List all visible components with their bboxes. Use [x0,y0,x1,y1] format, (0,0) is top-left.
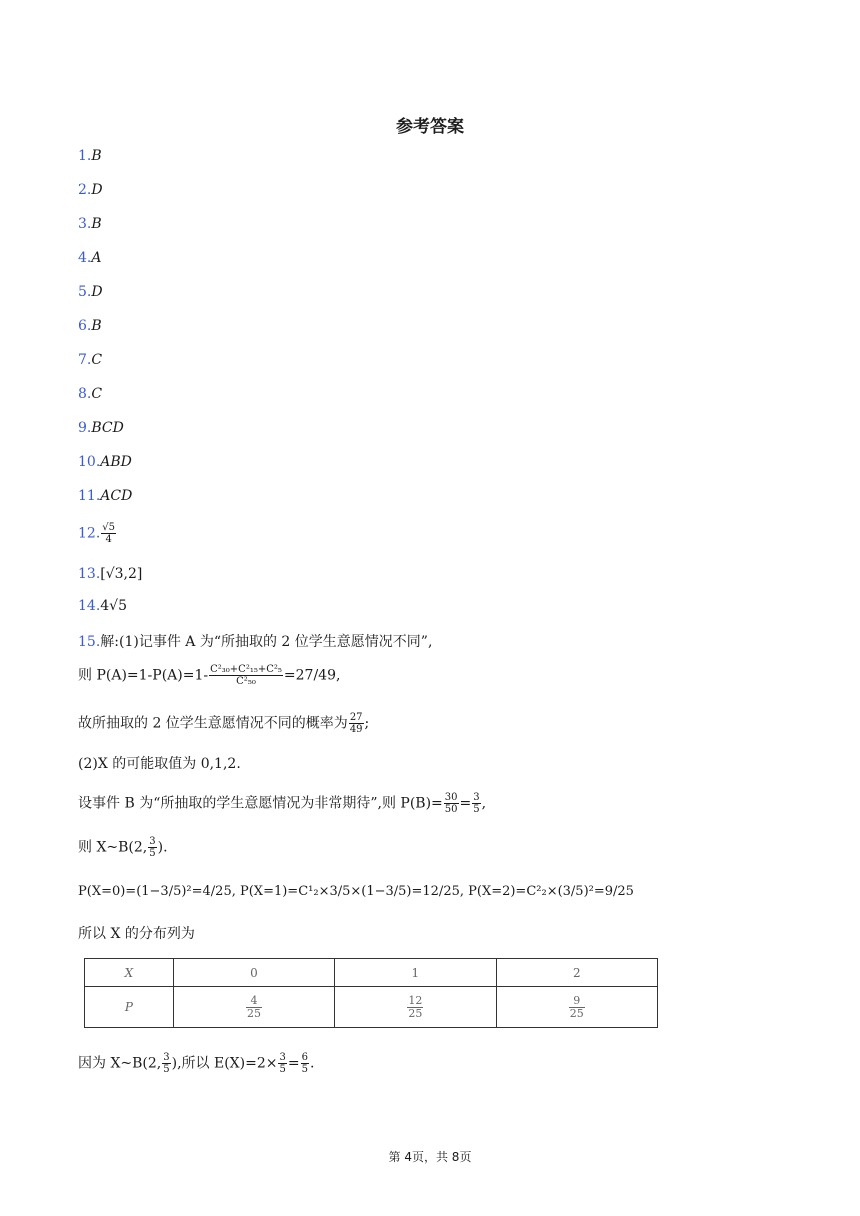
answer-item: 5.D [78,284,103,300]
fraction: $\frac{\text{C²₃₀+C²₁₅+C²₅}}{\text{C²₅₀}}$ [210,664,282,687]
answer-item: 2.D [78,182,103,198]
solution-line-3: 故所抽取的 2 位学生意愿情况不同的概率为 $\frac{27}{49}$ ; [78,712,370,735]
fraction: $\frac{30}{50}$ [444,792,458,815]
fraction: $\frac{6}{5}$ [301,1052,308,1075]
answer-item: 11.ACD [78,488,133,504]
answer-item: 1.B [78,148,102,164]
fraction: $\frac{3}{5}$ [163,1052,170,1075]
answer-item: 9.BCD [78,420,124,436]
answer-item: 10.ABD [78,454,132,470]
table-cell: 1 [335,959,496,987]
answer-13: 13.[√3,2] [78,566,143,582]
fraction: $\frac{3}{5}$ [473,792,480,815]
answer-item: 6.B [78,318,102,334]
solution-line-6: 则 X~B(2, $\frac{3}{5}$ ). [78,836,168,859]
page-footer: 第 4页，共 8页 [388,1150,472,1164]
distribution-table [84,958,658,1028]
solution-line-1: 15.解:(1)记事件 A 为“所抽取的 2 位学生意愿情况不同”, [78,634,433,650]
answer-item: 8.C [78,386,103,402]
table-cell: P [85,987,174,1028]
solution-line-9: 因为 X~B(2, $\frac{3}{5}$ ),所以 E(X)=2× $\frac{3}{5}$ = $\frac{6}{5}$ . [78,1052,315,1075]
answer-item: 4.A [78,250,102,266]
table-row [85,987,658,1028]
fraction: $\frac{3}{5}$ [149,836,156,859]
solution-line-7: P(X=0)=(1−3/5)²=4/25, P(X=1)=C¹₂×3/5×(1−3/5)=12/25, P(X=2)=C²₂×(3/5)²=9/25 [78,884,634,899]
fraction: $\frac{√5}{4}$ [102,522,115,545]
answer-item: 3.B [78,216,102,232]
table-cell: X [85,959,174,987]
table-cell: $\frac{4}{25}$ [173,987,334,1028]
solution-line-5: 设事件 B 为“所抽取的学生意愿情况为非常期待”,则 P(B)= $\frac{30}{50}$ = $\frac{3}{5}$ , [78,792,487,815]
fraction: $\frac{27}{49}$ [349,712,363,735]
solution-line-8: 所以 X 的分布列为 [78,926,195,942]
answer-12: 12. $\frac{√5}{4}$ [78,522,115,545]
table-cell: 2 [496,959,657,987]
fraction: $\frac{3}{5}$ [279,1052,286,1075]
table-cell: 0 [173,959,334,987]
table-cell: $\frac{9}{25}$ [496,987,657,1028]
answer-item: 7.C [78,352,103,368]
solution-line-4: (2)X 的可能取值为 0,1,2. [78,756,241,772]
page-title: 参考答案 [396,117,464,137]
solution-line-2: 则 P(A)=1-P(A)=1- $\frac{\text{C²₃₀+C²₁₅+C²₅}}{\text{C²₅₀}}$ =27/49, [78,664,341,687]
table-cell: $\frac{12}{25}$ [335,987,496,1028]
table-row [85,959,658,987]
answer-14: 14.4√5 [78,598,128,614]
